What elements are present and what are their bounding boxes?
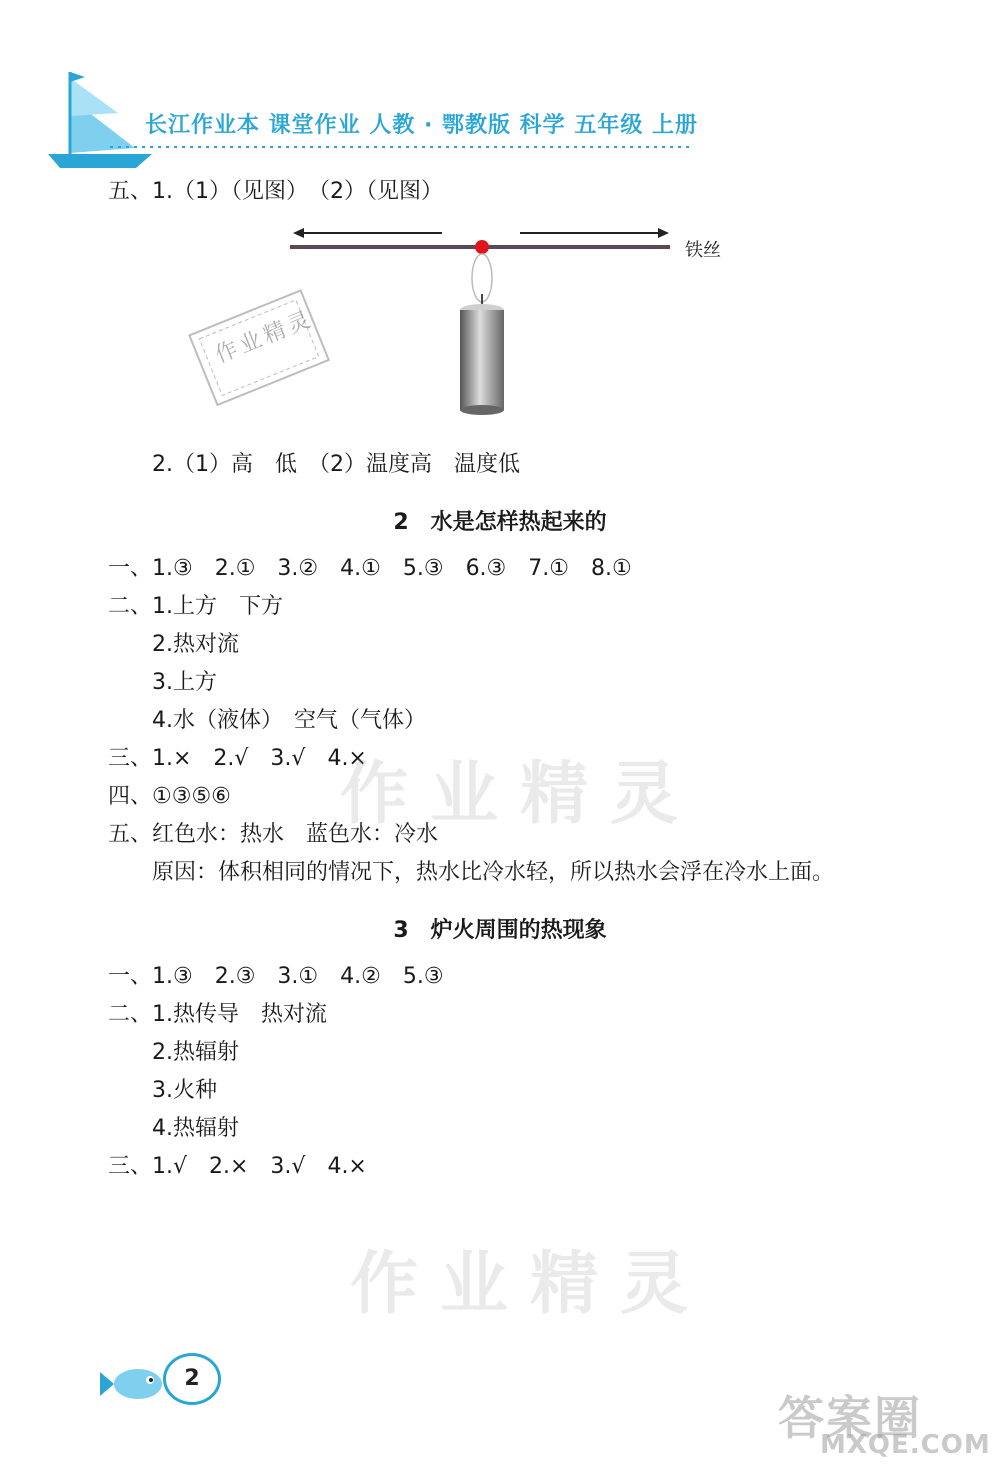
section3-title: 3 炉火周围的热现象 [393,918,607,943]
list-item: 2.热辐射 [152,1040,239,1065]
q5-line1: 五、1.（1）（见图） （2）（见图） [108,179,443,204]
stamp-text: 作业精灵 [211,306,318,369]
list-item: 4.水（液体） 空气（气体） [152,708,426,733]
header-title: 长江作业本 课堂作业 人教 · 鄂教版 科学 五年级 上册 [145,113,698,138]
list-item: 五、红色水：热水 蓝色水：冷水 [108,822,439,847]
header-dotted-line [110,144,710,150]
list-item: 3.火种 [152,1078,217,1103]
q5-line2: 2.（1）高 低 （2）温度高 温度低 [152,452,520,477]
list-item: 3.上方 [152,670,217,695]
watermark: 作业精灵 [340,755,701,834]
list-item: 二、1.上方 下方 [108,594,283,619]
wire-label: 铁丝 [685,240,721,261]
list-item: 三、1.√ 2.× 3.√ 4.× [108,1154,367,1179]
brand-url: MXQE.COM [820,1430,991,1460]
candle-wire-figure [180,220,780,430]
brand-watermark: 答案圈 [778,1391,922,1445]
fish-mascot-icon [100,1358,170,1408]
watermark: 作业精灵 [350,1245,711,1324]
list-item: 四、①③⑤⑥ [108,784,231,809]
section2-title: 2 水是怎样热起来的 [393,510,607,535]
list-item: 三、1.× 2.√ 3.√ 4.× [108,746,367,771]
list-item: 一、1.③ 2.① 3.② 4.① 5.③ 6.③ 7.① 8.① [108,556,632,581]
list-item: 4.热辐射 [152,1116,239,1141]
list-item: 2.热对流 [152,632,239,657]
page-number: 2 [163,1353,221,1405]
list-item: 原因：体积相同的情况下，热水比冷水轻，所以热水会浮在冷水上面。 [152,860,835,885]
list-item: 一、1.③ 2.③ 3.① 4.② 5.③ [108,964,444,989]
list-item: 二、1.热传导 热对流 [108,1002,327,1027]
page-header [0,60,1000,170]
